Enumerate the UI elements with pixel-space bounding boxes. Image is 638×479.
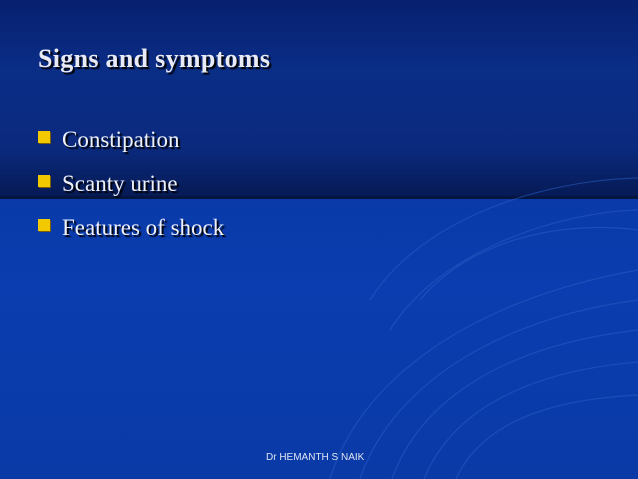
slide-footer: Dr HEMANTH S NAIK xyxy=(266,452,365,463)
slide-title: Signs and symptoms xyxy=(38,44,271,73)
bullet-item xyxy=(38,206,224,250)
bullet-item xyxy=(38,162,224,206)
square-bullet-icon xyxy=(38,219,50,231)
bullet-item xyxy=(38,118,224,162)
square-bullet-icon xyxy=(38,175,50,187)
bullet-text: Constipation xyxy=(62,127,180,152)
bullet-text: Features of shock xyxy=(62,215,225,240)
square-bullet-icon xyxy=(38,131,50,143)
bullet-list xyxy=(38,118,224,250)
bullet-text: Scanty urine xyxy=(62,171,178,196)
